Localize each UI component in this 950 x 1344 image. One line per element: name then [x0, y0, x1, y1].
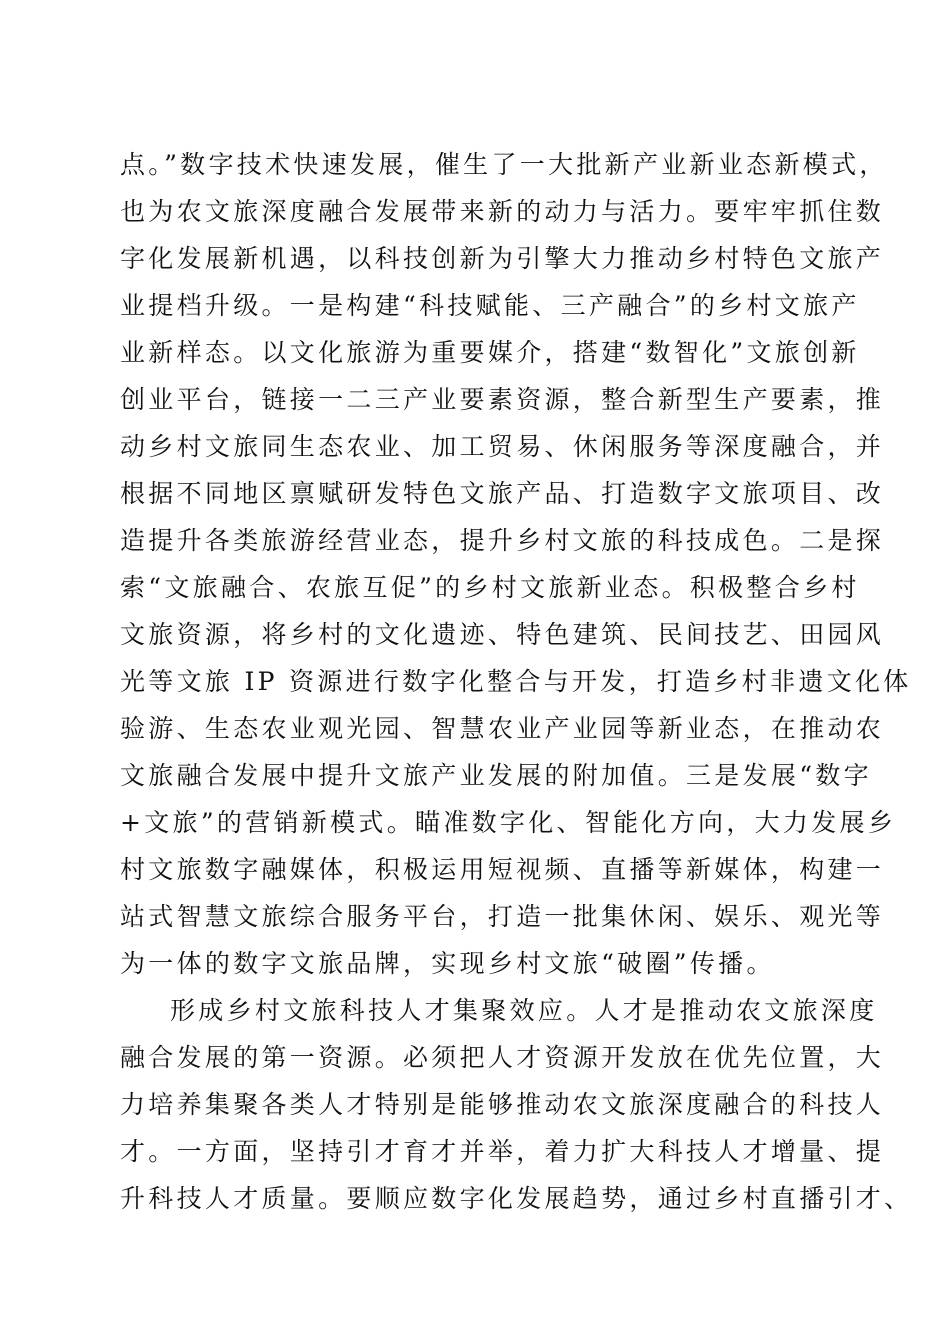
text-line: 也为农文旅深度融合发展带来新的动力与活力。要牢牢抓住数	[120, 197, 885, 226]
text-line: 字化发展新机遇，以科技创新为引擎大力推动乡村特色文旅产	[120, 244, 885, 273]
text-line: 力培养集聚各类人才特别是能够推动农文旅深度融合的科技人	[120, 1090, 885, 1119]
body-text	[120, 141, 913, 1222]
text-line: 点。”数字技术快速发展，催生了一大批新产业新业态新模式，	[120, 150, 888, 179]
text-line: 业提档升级。一是构建“科技赋能、三产融合”的乡村文旅产	[120, 291, 860, 320]
text-line: 升科技人才质量。要顺应数字化发展趋势，通过乡村直播引才、	[120, 1184, 913, 1213]
text-line: 造提升各类旅游经营业态，提升乡村文旅的科技成色。二是探	[120, 526, 885, 555]
text-line: 动乡村文旅同生态农业、加工贸易、休闲服务等深度融合，并	[120, 432, 885, 461]
text-line: 根据不同地区禀赋研发特色文旅产品、打造数字文旅项目、改	[120, 479, 885, 508]
text-line: 融合发展的第一资源。必须把人才资源开发放在优先位置，大	[120, 1043, 885, 1072]
text-line: 业新样态。以文化旅游为重要媒介，搭建“数智化”文旅创新	[120, 338, 860, 367]
text-line: 文旅资源，将乡村的文化遗迹、特色建筑、民间技艺、田园风	[120, 620, 885, 649]
text-line: +文旅”的营销新模式。瞄准数字化、智能化方向，大力发展乡	[120, 808, 897, 837]
text-line: 索“文旅融合、农旅互促”的乡村文旅新业态。积极整合乡村	[120, 573, 860, 602]
text-line: 为一体的数字文旅品牌，实现乡村文旅“破圈”传播。	[120, 949, 775, 978]
text-line: 村文旅数字融媒体，积极运用短视频、直播等新媒体，构建一	[120, 855, 885, 884]
text-line: 验游、生态农业观光园、智慧农业产业园等新业态，在推动农	[120, 714, 885, 743]
text-line: 创业平台，链接一二三产业要素资源，整合新型生产要素，推	[120, 385, 885, 414]
text-line: 才。一方面，坚持引才育才并举，着力扩大科技人才增量、提	[120, 1137, 885, 1166]
text-line: 文旅融合发展中提升文旅产业发展的附加值。三是发展“数字	[120, 761, 872, 790]
text-line: 光等文旅 IP 资源进行数字化整合与开发，打造乡村非遗文化体	[120, 667, 912, 696]
text-line: 站式智慧文旅综合服务平台，打造一批集休闲、娱乐、观光等	[120, 902, 885, 931]
paragraph-start-line: 形成乡村文旅科技人才集聚效应。人才是推动农文旅深度	[170, 996, 878, 1025]
